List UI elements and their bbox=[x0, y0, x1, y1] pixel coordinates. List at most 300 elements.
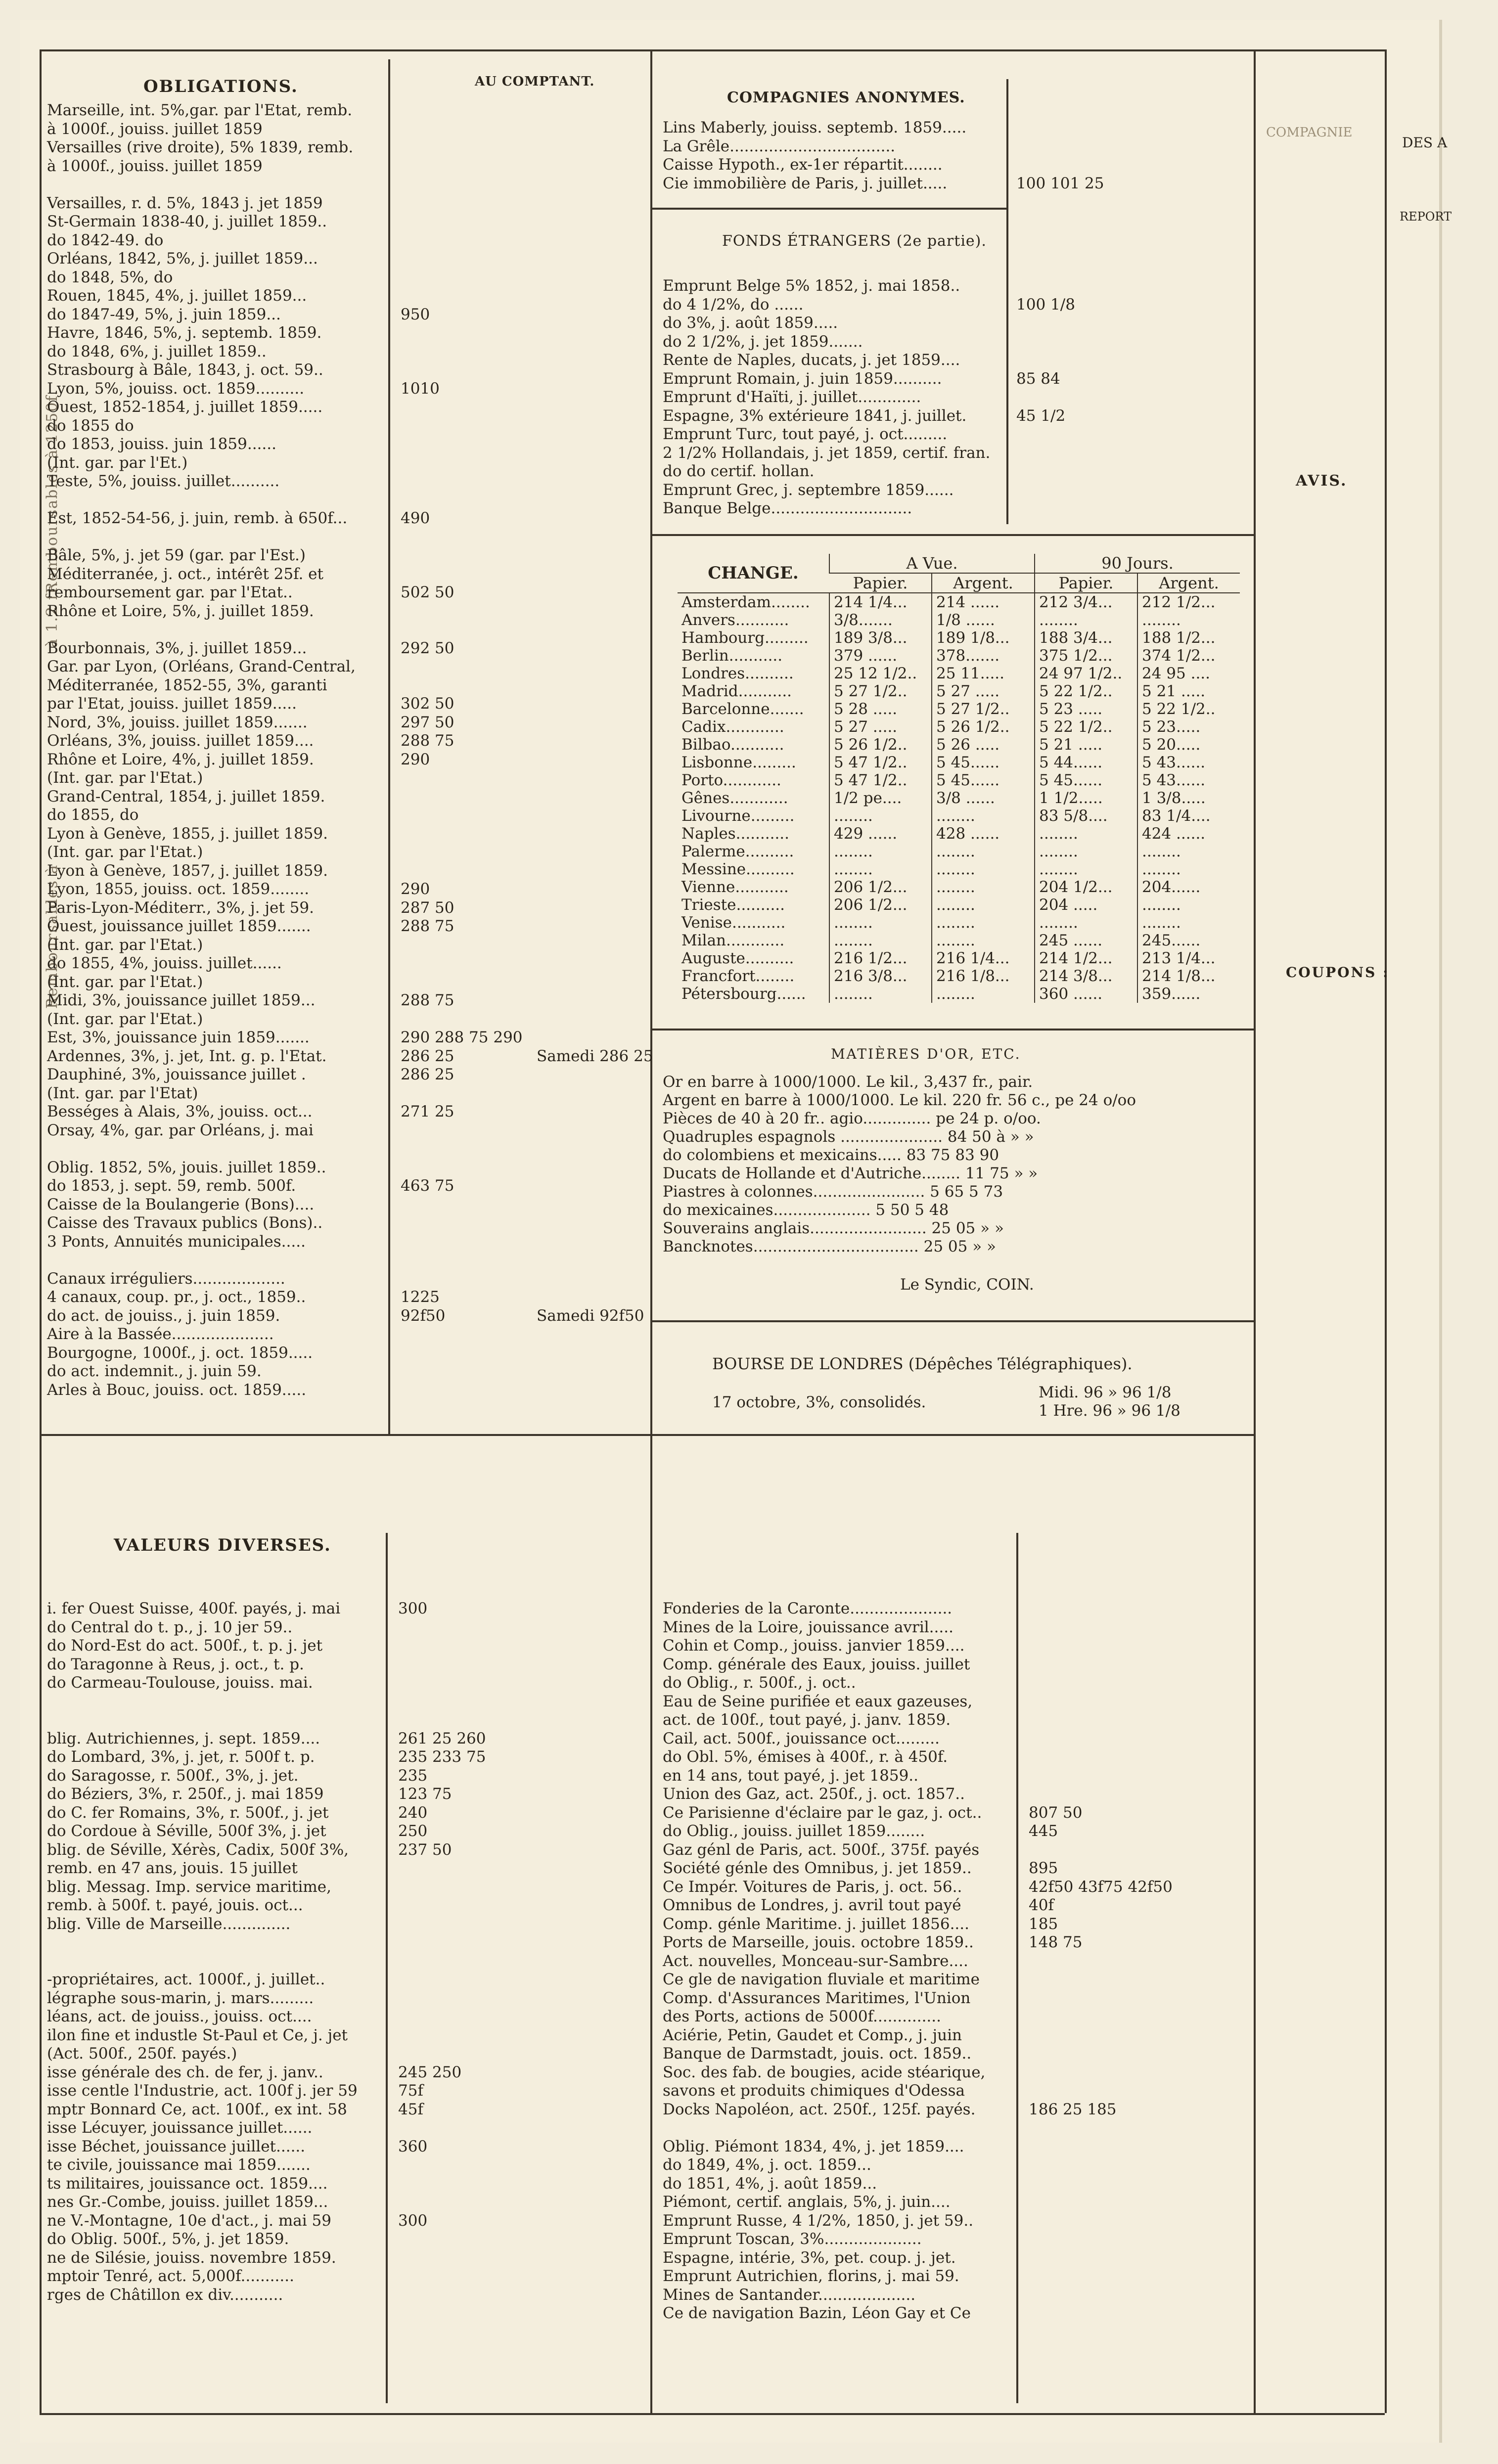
row-name: Bourbonnais, 3%, j. juillet 1859... bbox=[47, 639, 307, 657]
change-cell-ja: ........ bbox=[1137, 611, 1240, 629]
fonds-list bbox=[663, 277, 1251, 518]
row-price: 40f bbox=[1029, 1896, 1054, 1914]
list-row bbox=[47, 1066, 648, 1084]
row-name: do 3%, j. août 1859..... bbox=[663, 314, 838, 332]
list-row bbox=[663, 425, 1251, 444]
change-cell-vp: 189 3/8... bbox=[829, 629, 932, 647]
change-cell-vp: 206 1/2... bbox=[829, 896, 932, 914]
change-cell-ja: ........ bbox=[1137, 843, 1240, 860]
change-cell-vp: 214 1/4... bbox=[829, 593, 932, 611]
list-row bbox=[47, 1915, 648, 1934]
list-row bbox=[47, 2230, 648, 2249]
change-cell-va: 378....... bbox=[932, 647, 1035, 665]
change-cell-jp: 188 3/4... bbox=[1035, 629, 1137, 647]
row-name: do C. fer Romains, 3%, r. 500f., j. jet bbox=[47, 1803, 329, 1822]
row-name: Bességes à Alais, 3%, jouiss. oct... bbox=[47, 1103, 313, 1120]
row-name: Mines de Santander.................... bbox=[663, 2285, 916, 2304]
list-row bbox=[47, 1933, 648, 1952]
list-row bbox=[47, 1656, 648, 1674]
change-cell-ja: 245...... bbox=[1137, 932, 1240, 949]
list-row bbox=[47, 2008, 648, 2026]
change-cell-jp: ........ bbox=[1035, 843, 1137, 860]
matieres-title: MATIÈRES D'OR, ETC. bbox=[831, 1046, 1021, 1062]
row-name: ts militaires, jouissance oct. 1859.... bbox=[47, 2174, 328, 2193]
list-row bbox=[663, 1656, 1251, 1674]
list-row bbox=[47, 880, 648, 899]
row-name: Lyon, 1855, jouiss. oct. 1859........ bbox=[47, 880, 310, 898]
row-name: do 1848, 6%, j. juillet 1859.. bbox=[47, 342, 267, 360]
londres-left: 17 octobre, 3%, consolidés. bbox=[712, 1393, 926, 1411]
change-row bbox=[678, 843, 1240, 860]
list-row bbox=[47, 1084, 648, 1103]
change-row bbox=[678, 754, 1240, 771]
row-name: des Ports, actions de 5000f.............. bbox=[663, 2008, 941, 2025]
obligations-title: OBLIGATIONS. bbox=[143, 77, 298, 96]
list-row bbox=[663, 2082, 1251, 2101]
row-name: Ports de Marseille, jouis. octobre 1859.. bbox=[663, 1933, 974, 1951]
row-name: Rouen, 1845, 4%, j. juillet 1859... bbox=[47, 287, 307, 305]
row-name: Banque Belge............................. bbox=[663, 499, 912, 517]
row-name: (Act. 500f., 250f. payés.) bbox=[47, 2045, 237, 2062]
row-name: Ouest, 1852-1854, j. juillet 1859..... bbox=[47, 398, 323, 416]
change-cell-city: Pétersbourg...... bbox=[681, 985, 806, 1003]
change-cell-ja: 188 1/2... bbox=[1137, 629, 1240, 647]
row-name: mptoir Tenré, act. 5,000f........... bbox=[47, 2267, 294, 2285]
row-name: Aire à la Bassée..................... bbox=[47, 1325, 274, 1343]
change-vue-argent: Argent. bbox=[932, 573, 1035, 593]
list-row bbox=[663, 2175, 1251, 2194]
change-cell-vp: 5 27 ..... bbox=[829, 718, 932, 736]
change-cell-ja: 5 43...... bbox=[1137, 771, 1240, 789]
row-name: (Int. gar. par l'Et.) bbox=[47, 453, 188, 472]
change-cell-city: Milan............ bbox=[681, 932, 785, 949]
row-name: Ce de navigation Bazin, Léon Gay et Ce bbox=[663, 2304, 971, 2322]
change-cell-jp: 204 1/2... bbox=[1035, 878, 1137, 896]
change-cell-city: Messine.......... bbox=[681, 860, 795, 878]
change-cell-city: Livourne......... bbox=[681, 807, 795, 825]
list-row bbox=[47, 2267, 648, 2286]
row-price: 297 50 bbox=[401, 713, 454, 731]
row-name: do 1851, 4%, j. août 1859... bbox=[663, 2174, 877, 2193]
compagnies-title: COMPAGNIES ANONYMES. bbox=[727, 89, 965, 106]
row-name: isse Béchet, jouissance juillet...... bbox=[47, 2137, 306, 2155]
change-cell-va: ........ bbox=[932, 914, 1035, 932]
change-cell-vp: 5 47 1/2.. bbox=[829, 771, 932, 789]
matieres-line: Souverains anglais........................ 25 05 » » bbox=[663, 1219, 1004, 1237]
list-row bbox=[47, 343, 648, 361]
change-cell-city: Venise........... bbox=[681, 914, 786, 932]
row-price: 292 50 bbox=[401, 639, 454, 657]
change-row bbox=[678, 665, 1240, 682]
list-row bbox=[47, 120, 648, 139]
row-name: Ce gle de navigation fluviale et maritime bbox=[663, 1971, 980, 1988]
row-price: 185 bbox=[1029, 1915, 1058, 1933]
list-row bbox=[663, 1637, 1251, 1656]
list-row bbox=[47, 1674, 648, 1693]
change-cell-va: 216 1/8... bbox=[932, 967, 1035, 985]
row-name: do Nord-Est do act. 500f., t. p. j. jet bbox=[47, 1637, 323, 1655]
side-label-12fr: à 1.2 fr. bbox=[44, 581, 61, 648]
row-extra: Samedi 92f50 bbox=[537, 1306, 644, 1325]
list-row bbox=[47, 194, 648, 213]
list-row bbox=[47, 472, 648, 491]
row-name: Orsay, 4%, gar. par Orléans, j. mai bbox=[47, 1121, 314, 1139]
list-row bbox=[663, 2119, 1251, 2138]
list-row bbox=[47, 1214, 648, 1233]
list-row bbox=[663, 277, 1251, 296]
row-name: ne V.-Montagne, 10e d'act., j. mai 59 bbox=[47, 2211, 331, 2230]
row-name: blig. Messag. Imp. service maritime, bbox=[47, 1878, 331, 1896]
list-row bbox=[47, 1600, 648, 1618]
row-name: Ouest, jouissance juillet 1859....... bbox=[47, 917, 311, 935]
row-name: (Int. gar. par l'Etat.) bbox=[47, 843, 203, 861]
list-row bbox=[47, 751, 648, 769]
change-vue-header: A Vue. bbox=[829, 554, 1035, 573]
row-name: do 1853, j. sept. 59, remb. 500f. bbox=[47, 1177, 296, 1195]
row-name: Lyon à Genève, 1855, j. juillet 1859. bbox=[47, 824, 328, 843]
row-name: Méditerranée, j. oct., intérêt 25f. et bbox=[47, 565, 323, 583]
list-row bbox=[47, 1822, 648, 1841]
list-row bbox=[663, 137, 1251, 156]
change-cell-jp: 24 97 1/2.. bbox=[1035, 665, 1137, 682]
list-row bbox=[47, 565, 648, 584]
change-cell-city: Bilbao........... bbox=[681, 736, 784, 754]
list-row bbox=[47, 1767, 648, 1786]
report-label: REPORT bbox=[1400, 210, 1452, 224]
change-row bbox=[678, 949, 1240, 967]
row-price: 45f bbox=[398, 2100, 423, 2118]
row-name: Lyon, 5%, jouiss. oct. 1859.......... bbox=[47, 379, 305, 398]
row-name: Méditerranée, 1852-55, 3%, garanti bbox=[47, 676, 327, 694]
change-cell-city: Gênes............ bbox=[681, 789, 788, 807]
change-cell-jp: ........ bbox=[1035, 825, 1137, 843]
valeurs-right-list bbox=[663, 1600, 1251, 2323]
matieres-line: Argent en barre à 1000/1000. Le kil. 220 fr. 56 c., pe 24 o/oo bbox=[663, 1091, 1136, 1109]
change-cell-jp: 375 1/2... bbox=[1035, 647, 1137, 665]
change-cell-va: 1/8 ...... bbox=[932, 611, 1035, 629]
list-row bbox=[47, 1177, 648, 1196]
row-price: 290 bbox=[401, 750, 430, 768]
change-cell-city: Hambourg......... bbox=[681, 629, 809, 647]
row-price: 85 84 bbox=[1016, 369, 1060, 388]
row-name: blig. de Séville, Xérès, Cadix, 500f 3%, bbox=[47, 1840, 349, 1859]
change-cell-vp: ........ bbox=[829, 932, 932, 949]
change-cell-jp: ........ bbox=[1035, 611, 1137, 629]
row-price: 92f50 bbox=[401, 1306, 446, 1325]
row-name: do act. indemnit., j. juin 59. bbox=[47, 1362, 262, 1380]
change-row bbox=[678, 967, 1240, 985]
list-row bbox=[47, 732, 648, 751]
list-row bbox=[663, 2212, 1251, 2231]
row-price: 123 75 bbox=[398, 1785, 452, 1803]
row-price: 148 75 bbox=[1029, 1933, 1083, 1951]
change-cell-vp: 379 ...... bbox=[829, 647, 932, 665]
change-table-wrap bbox=[678, 554, 1240, 1003]
change-cell-ja: 374 1/2... bbox=[1137, 647, 1240, 665]
change-row bbox=[678, 914, 1240, 932]
row-extra: Samedi 286 25 bbox=[537, 1047, 653, 1065]
londres-heure: 1 Hre. 96 » 96 1/8 bbox=[1039, 1402, 1180, 1420]
side-label-remboursables-1250: Remboursables à 1250f. bbox=[44, 390, 61, 593]
avis-heading: AVIS. bbox=[1296, 472, 1348, 490]
row-name: do Carmeau-Toulouse, jouiss. mai. bbox=[47, 1674, 313, 1692]
change-cell-vp: 1/2 pe.... bbox=[829, 789, 932, 807]
list-row bbox=[663, 1896, 1251, 1915]
matieres-line: Piastres à colonnes....................... 5 65 5 73 bbox=[663, 1183, 1003, 1201]
row-name: en 14 ans, tout payé, j. jet 1859.. bbox=[663, 1766, 919, 1785]
column-rule-right bbox=[1254, 49, 1256, 2413]
list-row bbox=[47, 509, 648, 528]
list-row bbox=[47, 2286, 648, 2305]
row-name: te civile, jouissance mai 1859....... bbox=[47, 2156, 311, 2174]
row-name: Comp. générale des Eaux, jouiss. juillet bbox=[663, 1655, 970, 1673]
change-row bbox=[678, 860, 1240, 878]
row-name: Grand-Central, 1854, j. juillet 1859. bbox=[47, 787, 325, 806]
list-row bbox=[47, 213, 648, 231]
row-name: Rhône et Loire, 5%, j. juillet 1859. bbox=[47, 602, 314, 620]
row-name: do 1842-49. do bbox=[47, 231, 164, 249]
row-price: 100 1/8 bbox=[1016, 295, 1075, 314]
change-cell-city: Porto............ bbox=[681, 771, 781, 789]
change-row bbox=[678, 718, 1240, 736]
list-row bbox=[47, 2045, 648, 2063]
list-row bbox=[47, 1381, 648, 1400]
row-price: 463 75 bbox=[401, 1177, 454, 1195]
list-row bbox=[47, 491, 648, 510]
row-name: St-Germain 1838-40, j. juillet 1859.. bbox=[47, 213, 327, 230]
change-cell-city: Berlin........... bbox=[681, 647, 783, 665]
change-cell-ja: 5 21 ..... bbox=[1137, 682, 1240, 700]
change-cell-city: Lisbonne......... bbox=[681, 754, 796, 771]
row-price: 288 75 bbox=[401, 732, 454, 750]
row-name: Oblig. Piémont 1834, 4%, j. jet 1859.... bbox=[663, 2137, 964, 2155]
list-row bbox=[47, 1029, 648, 1047]
row-name: Lyon à Genève, 1857, j. juillet 1859. bbox=[47, 861, 328, 880]
matieres-line: Bancknotes.................................. 25 05 » » bbox=[663, 1238, 996, 1255]
change-jours-header: 90 Jours. bbox=[1035, 554, 1240, 573]
row-price: 950 bbox=[401, 305, 430, 323]
row-name: Emprunt Russe, 4 1/2%, 1850, j. jet 59.. bbox=[663, 2211, 974, 2230]
row-name: do Oblig., r. 500f., j. oct.. bbox=[663, 1674, 856, 1692]
rule-change-bottom bbox=[650, 1029, 1254, 1030]
change-cell-va: ........ bbox=[932, 843, 1035, 860]
newspaper-sheet bbox=[20, 20, 1452, 2443]
compagnies-list bbox=[663, 119, 1251, 193]
row-name: Caisse Hypoth., ex-1er répartit........ bbox=[663, 156, 943, 174]
row-name: Emprunt Toscan, 3%.................... bbox=[663, 2230, 922, 2248]
row-name: Espagne, 3% extérieure 1841, j. juillet. bbox=[663, 406, 967, 425]
change-cell-vp: 216 3/8... bbox=[829, 967, 932, 985]
row-price: 1010 bbox=[401, 379, 440, 398]
row-name: Cohin et Comp., jouiss. janvier 1859.... bbox=[663, 1637, 965, 1655]
row-name: (Int. gar. par l'Etat.) bbox=[47, 769, 203, 787]
row-price: 290 288 75 290 bbox=[401, 1029, 523, 1046]
row-price: 235 233 75 bbox=[398, 1748, 486, 1766]
list-row bbox=[663, 1971, 1251, 1989]
row-name: (Int. gar. par l'Etat.) bbox=[47, 973, 203, 991]
list-row bbox=[47, 1859, 648, 1878]
syndic-signature: Le Syndic, COIN. bbox=[900, 1276, 1034, 1294]
fonds-title: FONDS ÉTRANGERS (2e partie). bbox=[722, 232, 987, 250]
row-name: Act. nouvelles, Monceau-sur-Sambre.... bbox=[663, 1952, 968, 1970]
row-name: nes Gr.-Combe, jouiss. juillet 1859... bbox=[47, 2193, 328, 2211]
list-row bbox=[663, 314, 1251, 333]
list-row bbox=[663, 2138, 1251, 2156]
list-row bbox=[47, 1159, 648, 1177]
list-row bbox=[47, 269, 648, 287]
list-row bbox=[47, 101, 648, 120]
row-name: Eau de Seine purifiée et eaux gazeuses, bbox=[663, 1692, 973, 1710]
list-row bbox=[47, 306, 648, 324]
valeurs-title: VALEURS DIVERSES. bbox=[114, 1535, 331, 1555]
row-name: do 1847-49, 5%, j. juin 1859... bbox=[47, 305, 281, 323]
row-name: do Saragosse, r. 500f., 3%, j. jet. bbox=[47, 1766, 299, 1785]
change-cell-ja: 359...... bbox=[1137, 985, 1240, 1003]
change-cell-ja: ........ bbox=[1137, 860, 1240, 878]
list-row bbox=[47, 1362, 648, 1381]
rule-change-top bbox=[650, 534, 1254, 536]
row-name: Marseille, int. 5%,gar. par l'Etat, remb. bbox=[47, 101, 353, 119]
change-cell-jp: 360 ...... bbox=[1035, 985, 1137, 1003]
rule-compagnies bbox=[650, 208, 1006, 210]
row-price: 250 bbox=[398, 1822, 428, 1840]
change-cell-jp: ........ bbox=[1035, 860, 1137, 878]
change-cell-vp: ........ bbox=[829, 807, 932, 825]
list-row bbox=[47, 546, 648, 565]
list-row bbox=[663, 2304, 1251, 2323]
row-price: 360 bbox=[398, 2137, 428, 2155]
list-row bbox=[47, 2063, 648, 2082]
list-row bbox=[47, 1047, 653, 1066]
row-name: par l'Etat, jouiss. juillet 1859..... bbox=[47, 695, 297, 713]
list-row bbox=[47, 138, 648, 157]
change-row bbox=[678, 771, 1240, 789]
list-row bbox=[47, 2156, 648, 2175]
list-row bbox=[663, 1693, 1251, 1711]
list-row bbox=[47, 2119, 648, 2138]
row-name: do Béziers, 3%, r. 250f., j. mai 1859 bbox=[47, 1785, 324, 1803]
row-price: 287 50 bbox=[401, 898, 454, 917]
list-row bbox=[47, 324, 648, 343]
list-row bbox=[47, 417, 648, 436]
row-name: Emprunt d'Haïti, j. juillet............. bbox=[663, 388, 921, 406]
change-row bbox=[678, 932, 1240, 949]
row-price: 45 1/2 bbox=[1016, 406, 1066, 425]
row-name: Arles à Bouc, jouiss. oct. 1859..... bbox=[47, 1381, 307, 1399]
londres-title: BOURSE DE LONDRES (Dépêches Télégraphiques). bbox=[712, 1354, 1133, 1373]
obligations-list bbox=[47, 101, 653, 1399]
row-name: Orléans, 1842, 5%, j. juillet 1859... bbox=[47, 250, 318, 268]
row-name: remb. à 500f. t. payé, jouis. oct... bbox=[47, 1896, 303, 1914]
list-row bbox=[47, 1841, 648, 1860]
row-name: mptr Bonnard Ce, act. 100f., ex int. 58 bbox=[47, 2100, 347, 2118]
list-row bbox=[47, 435, 648, 454]
row-name: Est, 1852-54-56, j. juin, remb. à 650f... bbox=[47, 509, 348, 527]
change-cell-va: 5 45...... bbox=[932, 771, 1035, 789]
change-cell-ja: 214 1/8... bbox=[1137, 967, 1240, 985]
row-name: Nord, 3%, jouiss. juillet 1859....... bbox=[47, 713, 308, 731]
list-row bbox=[663, 2008, 1251, 2026]
change-cell-ja: 213 1/4... bbox=[1137, 949, 1240, 967]
row-name: Gar. par Lyon, (Orléans, Grand-Central, bbox=[47, 658, 356, 675]
change-cell-city: Amsterdam........ bbox=[681, 593, 810, 611]
row-name: Rente de Naples, ducats, j. jet 1859.... bbox=[663, 351, 960, 369]
row-price: 502 50 bbox=[401, 583, 454, 601]
list-row bbox=[663, 2045, 1251, 2063]
change-row bbox=[678, 896, 1240, 914]
row-name: do 1849, 4%, j. oct. 1859... bbox=[663, 2156, 871, 2174]
list-row bbox=[47, 1730, 648, 1748]
row-name: Dauphiné, 3%, jouissance juillet . bbox=[47, 1066, 306, 1083]
row-name: Bâle, 5%, j. jet 59 (gar. par l'Est.) bbox=[47, 546, 306, 564]
change-row bbox=[678, 807, 1240, 825]
row-name: Oblig. 1852, 5%, jouis. juillet 1859.. bbox=[47, 1158, 326, 1176]
londres-midi: Midi. 96 » 96 1/8 bbox=[1039, 1384, 1172, 1401]
change-row bbox=[678, 611, 1240, 629]
row-name: Emprunt Autrichien, florins, j. mai 59. bbox=[663, 2267, 959, 2285]
row-name: (Int. gar. par l'Etat.) bbox=[47, 1010, 203, 1028]
list-row bbox=[47, 639, 648, 658]
row-name: Est, 3%, jouissance juin 1859....... bbox=[47, 1029, 310, 1046]
change-title: CHANGE. bbox=[678, 554, 829, 593]
column-rule-mid bbox=[650, 49, 652, 2413]
row-name: à 1000f., jouiss. juillet 1859 bbox=[47, 157, 263, 175]
row-name: do 2 1/2%, j. jet 1859....... bbox=[663, 332, 863, 351]
row-name: do 1853, jouiss. juin 1859...... bbox=[47, 435, 276, 453]
list-row bbox=[663, 1841, 1251, 1860]
row-name: i. fer Ouest Suisse, 400f. payés, j. mai bbox=[47, 1600, 341, 1617]
row-name: Orléans, 3%, jouiss. juillet 1859.... bbox=[47, 732, 314, 750]
row-name: Espagne, intérie, 3%, pet. coup. j. jet. bbox=[663, 2248, 956, 2267]
change-cell-city: Palerme.......... bbox=[681, 843, 794, 860]
change-row bbox=[678, 629, 1240, 647]
row-name: Lins Maberly, jouiss. septemb. 1859..... bbox=[663, 119, 967, 136]
list-row bbox=[663, 1711, 1251, 1730]
row-price: 1225 bbox=[401, 1288, 440, 1306]
change-cell-ja: 5 22 1/2.. bbox=[1137, 700, 1240, 718]
list-row bbox=[47, 1196, 648, 1214]
row-name: 2 1/2% Hollandais, j. jet 1859, certif. fran. bbox=[663, 444, 991, 462]
change-cell-jp: 5 22 1/2.. bbox=[1035, 682, 1137, 700]
list-row bbox=[663, 388, 1251, 407]
row-price: 42f50 43f75 42f50 bbox=[1029, 1878, 1173, 1896]
matieres-line: do mexicaines.................... 5 50 5 48 bbox=[663, 1201, 949, 1219]
change-cell-ja: 5 43...... bbox=[1137, 754, 1240, 771]
change-jours-argent: Argent. bbox=[1137, 573, 1240, 593]
list-row bbox=[47, 380, 648, 399]
row-name: do Lombard, 3%, j. jet, r. 500f t. p. bbox=[47, 1748, 315, 1766]
row-name: do 1848, 5%, do bbox=[47, 268, 173, 286]
change-row bbox=[678, 825, 1240, 843]
section-rule-valeurs bbox=[40, 1434, 1254, 1436]
change-cell-jp: 5 44...... bbox=[1035, 754, 1137, 771]
change-cell-ja: 424 ...... bbox=[1137, 825, 1240, 843]
list-row bbox=[663, 156, 1251, 175]
row-name: Soc. des fab. de bougies, acide stéarique, bbox=[663, 2063, 986, 2081]
change-cell-va: 5 45...... bbox=[932, 754, 1035, 771]
list-row bbox=[47, 231, 648, 250]
list-row bbox=[663, 1859, 1251, 1878]
list-row bbox=[663, 370, 1251, 389]
list-row bbox=[663, 2101, 1251, 2119]
matieres-line: Pièces de 40 à 20 fr.. agio.............. pe 24 p. o/oo. bbox=[663, 1110, 1041, 1127]
row-name: do do certif. hollan. bbox=[663, 462, 815, 480]
list-row bbox=[47, 1878, 648, 1897]
change-cell-ja: 212 1/2... bbox=[1137, 593, 1240, 611]
row-name: Versailles (rive droite), 5% 1839, remb. bbox=[47, 138, 354, 156]
list-row bbox=[47, 806, 648, 825]
list-row bbox=[47, 583, 648, 602]
